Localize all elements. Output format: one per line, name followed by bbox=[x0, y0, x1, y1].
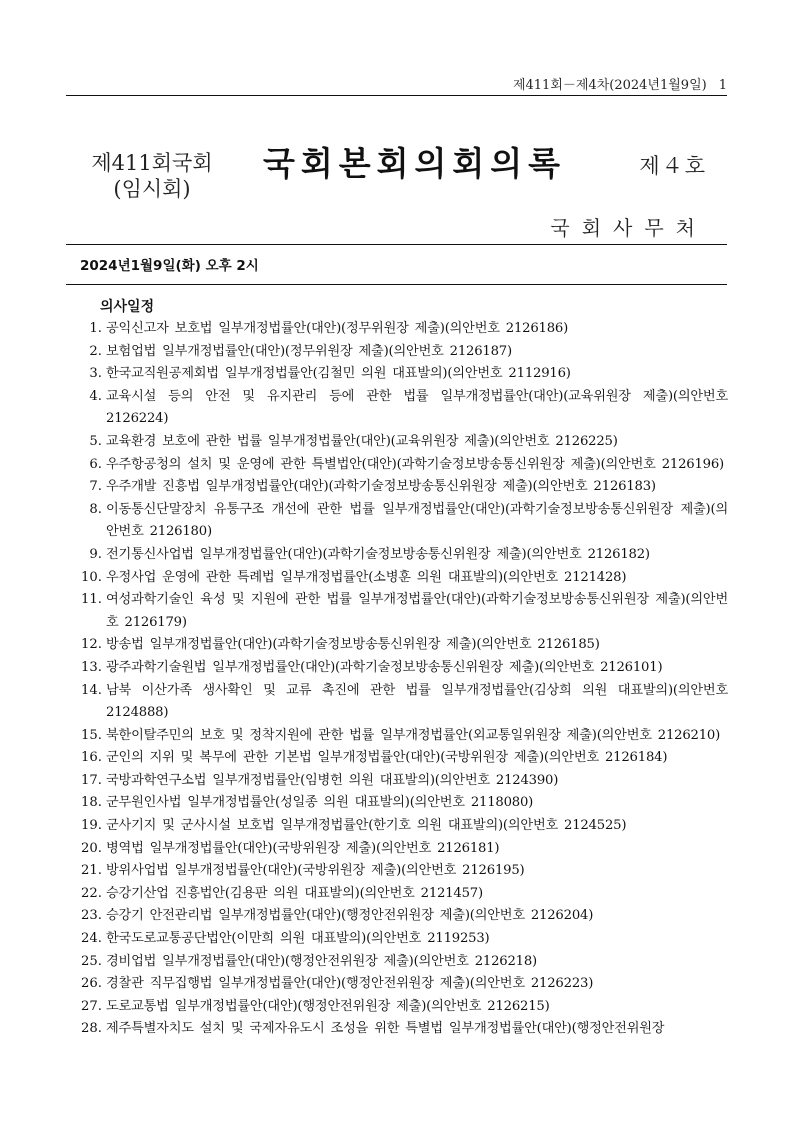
agenda-item-number: 17. bbox=[81, 772, 102, 788]
agenda-item bbox=[78, 905, 728, 928]
agenda-item bbox=[78, 634, 728, 657]
agenda-item-number: 13. bbox=[81, 659, 102, 675]
publisher: 국회사무처 bbox=[550, 216, 707, 240]
agenda-item bbox=[78, 838, 728, 861]
agenda-item-text: 병역법 일부개정법률안(대안)(국방위원장 제출)(의안번호 2126181) bbox=[106, 840, 500, 856]
running-header bbox=[513, 74, 727, 93]
agenda-item-text: 경비업법 일부개정법률안(대안)(행정안전위원장 제출)(의안번호 2126218) bbox=[106, 953, 537, 969]
agenda-item bbox=[78, 973, 728, 996]
agenda-item bbox=[78, 499, 728, 544]
agenda-item bbox=[78, 928, 728, 951]
agenda-item-text: 국방과학연구소법 일부개정법률안(임병헌 의원 대표발의)(의안번호 2124390) bbox=[106, 772, 559, 788]
agenda-item-number: 26. bbox=[81, 976, 102, 992]
agenda-item bbox=[78, 589, 728, 634]
agenda-item bbox=[78, 544, 728, 567]
agenda-item-text: 군사기지 및 군사시설 보호법 일부개정법률안(한기호 의원 대표발의)(의안번호 2124525) bbox=[106, 818, 627, 834]
agenda-item-text: 군무원인사법 일부개정법률안(성일종 의원 대표발의)(의안번호 2118080) bbox=[106, 795, 534, 811]
agenda-item-number: 2. bbox=[89, 343, 102, 359]
agenda-item bbox=[78, 860, 728, 883]
agenda-item-text: 제주특별자치도 설치 및 국제자유도시 조성을 위한 특별법 일부개정법률안(대안)(행정안전위원장 bbox=[106, 1021, 665, 1037]
agenda-item bbox=[78, 363, 728, 386]
agenda-item-number: 6. bbox=[89, 456, 102, 472]
agenda-item-text: 교육시설 등의 안전 및 유지관리 등에 관한 법률 일부개정법률안(대안)(교육위원장 제출)(의안번호 2126224) bbox=[106, 388, 728, 427]
agenda-item-number: 22. bbox=[81, 885, 102, 901]
agenda-item-number: 19. bbox=[81, 818, 102, 834]
agenda-item-text: 한국교직원공제회법 일부개정법률안(김철민 의원 대표발의)(의안번호 2112916) bbox=[106, 366, 571, 382]
agenda-list bbox=[78, 318, 728, 1041]
agenda-item bbox=[78, 792, 728, 815]
agenda-item-text: 도로교통법 일부개정법률안(대안)(행정안전위원장 제출)(의안번호 2126215) bbox=[106, 998, 550, 1014]
agenda-item-number: 18. bbox=[81, 795, 102, 811]
agenda-item-number: 10. bbox=[81, 569, 102, 585]
agenda-item-number: 24. bbox=[81, 931, 102, 947]
session-label bbox=[89, 150, 215, 202]
agenda-item-number: 14. bbox=[81, 682, 102, 698]
agenda-item-text: 승강기 안전관리법 일부개정법률안(대안)(행정안전위원장 제출)(의안번호 2126204) bbox=[106, 908, 594, 924]
agenda-item-number: 3. bbox=[89, 366, 102, 382]
agenda-heading: 의사일정 bbox=[100, 299, 155, 315]
agenda-item-number: 28. bbox=[81, 1021, 102, 1037]
agenda-item bbox=[78, 996, 728, 1019]
agenda-item bbox=[78, 318, 728, 341]
agenda-item-number: 9. bbox=[89, 546, 102, 562]
agenda-item bbox=[78, 747, 728, 770]
running-header-text: 제411회－제4차(2024년1월9일) bbox=[512, 78, 707, 93]
agenda-item-number: 23. bbox=[81, 908, 102, 924]
agenda-item bbox=[78, 1018, 728, 1041]
agenda-item-text: 공익신고자 보호법 일부개정법률안(대안)(정무위원장 제출)(의안번호 2126186) bbox=[106, 321, 569, 336]
agenda-item-text: 방위사업법 일부개정법률안(대안)(국방위원장 제출)(의안번호 2126195) bbox=[106, 863, 525, 879]
agenda-item-text: 승강기산업 진흥법안(김용판 의원 대표발의)(의안번호 2121457) bbox=[106, 885, 483, 901]
header-rule bbox=[66, 95, 727, 96]
agenda-item-text: 전기통신사업법 일부개정법률안(대안)(과학기술정보방송통신위원장 제출)(의안번호 2126182) bbox=[106, 546, 650, 562]
agenda-item-text: 북한이탈주민의 보호 및 정착지원에 관한 법률 일부개정법률안(외교통일위원장 제출)(의안번호 2126210) bbox=[106, 727, 721, 743]
page-number: 1 bbox=[718, 78, 727, 93]
agenda-item-text: 한국도로교통공단법안(이만희 의원 대표발의)(의안번호 2119253) bbox=[106, 931, 490, 947]
agenda-item-text: 방송법 일부개정법률안(대안)(과학기술정보방송통신위원장 제출)(의안번호 2126185) bbox=[106, 637, 600, 653]
document-title: 국회본회의회의록 bbox=[263, 144, 567, 183]
agenda-item-text: 남북 이산가족 생사확인 및 교류 촉진에 관한 법률 일부개정법률안(김상희 의원 대표발의)(의안번호 2124888) bbox=[106, 682, 728, 721]
agenda-item-text: 우주항공청의 설치 및 운영에 관한 특별법안(대안)(과학기술정보방송통신위원장 제출)(의안번호 2126196) bbox=[106, 456, 724, 472]
agenda-item-text: 여성과학기술인 육성 및 지원에 관한 법률 일부개정법률안(대안)(과학기술정보방송통신위원장 제출)(의안번호 2126179) bbox=[106, 592, 728, 630]
agenda-item-number: 21. bbox=[81, 863, 102, 879]
agenda-item bbox=[78, 680, 728, 725]
agenda-item bbox=[78, 431, 728, 454]
agenda-item-number: 15. bbox=[81, 727, 102, 743]
datetime-rule bbox=[66, 284, 727, 285]
agenda-item-number: 4. bbox=[89, 388, 102, 404]
agenda-item-number: 1. bbox=[89, 321, 102, 336]
agenda-item-number: 16. bbox=[81, 750, 102, 766]
agenda-item-text: 교육환경 보호에 관한 법률 일부개정법률안(대안)(교육위원장 제출)(의안번호 2126225) bbox=[106, 433, 618, 449]
agenda-item-number: 5. bbox=[89, 433, 102, 449]
agenda-item bbox=[78, 815, 728, 838]
issue-number: 제４호 bbox=[639, 154, 707, 178]
agenda-item bbox=[78, 386, 728, 431]
agenda-item-number: 27. bbox=[81, 998, 102, 1014]
agenda-item-text: 우정사업 운영에 관한 특례법 일부개정법률안(소병훈 의원 대표발의)(의안번호 2121428) bbox=[106, 569, 627, 585]
agenda-item bbox=[78, 657, 728, 680]
agenda-item bbox=[78, 951, 728, 974]
session-number: 제411회국회 bbox=[91, 151, 213, 175]
agenda-item-text: 우주개발 진흥법 일부개정법률안(대안)(과학기술정보방송통신위원장 제출)(의안번호 2126183) bbox=[106, 479, 656, 495]
agenda-item-text: 경찰관 직무집행법 일부개정법률안(대안)(행정안전위원장 제출)(의안번호 2126223) bbox=[106, 976, 594, 992]
agenda-item-number: 20. bbox=[81, 840, 102, 856]
agenda-item-text: 광주과학기술원법 일부개정법률안(대안)(과학기술정보방송통신위원장 제출)(의안번호 2126101) bbox=[106, 659, 663, 675]
agenda-item bbox=[78, 454, 728, 477]
agenda-item-text: 군인의 지위 및 복무에 관한 기본법 일부개정법률안(대안)(국방위원장 제출)(의안번호 2126184) bbox=[106, 750, 668, 766]
agenda-item-number: 7. bbox=[89, 479, 102, 495]
agenda-item bbox=[78, 883, 728, 906]
agenda-item-number: 12. bbox=[81, 637, 102, 653]
session-type: (임시회) bbox=[113, 177, 191, 201]
agenda-item bbox=[78, 770, 728, 793]
agenda-item-number: 8. bbox=[89, 501, 102, 517]
agenda-item-number: 11. bbox=[81, 592, 102, 608]
meeting-datetime: 2024년1월9일(화) 오후 2시 bbox=[80, 258, 259, 274]
agenda-item bbox=[78, 725, 728, 748]
masthead-rule bbox=[66, 244, 727, 245]
agenda-item-text: 이동통신단말장치 유통구조 개선에 관한 법률 일부개정법률안(대안)(과학기술정보방송통신위원장 제출)(의안번호 2126180) bbox=[106, 501, 728, 540]
agenda-item bbox=[78, 567, 728, 590]
agenda-item-number: 25. bbox=[81, 953, 102, 969]
agenda-item-text: 보험업법 일부개정법률안(대안)(정무위원장 제출)(의안번호 2126187) bbox=[106, 343, 512, 359]
agenda-item bbox=[78, 476, 728, 499]
agenda-item bbox=[78, 341, 728, 364]
